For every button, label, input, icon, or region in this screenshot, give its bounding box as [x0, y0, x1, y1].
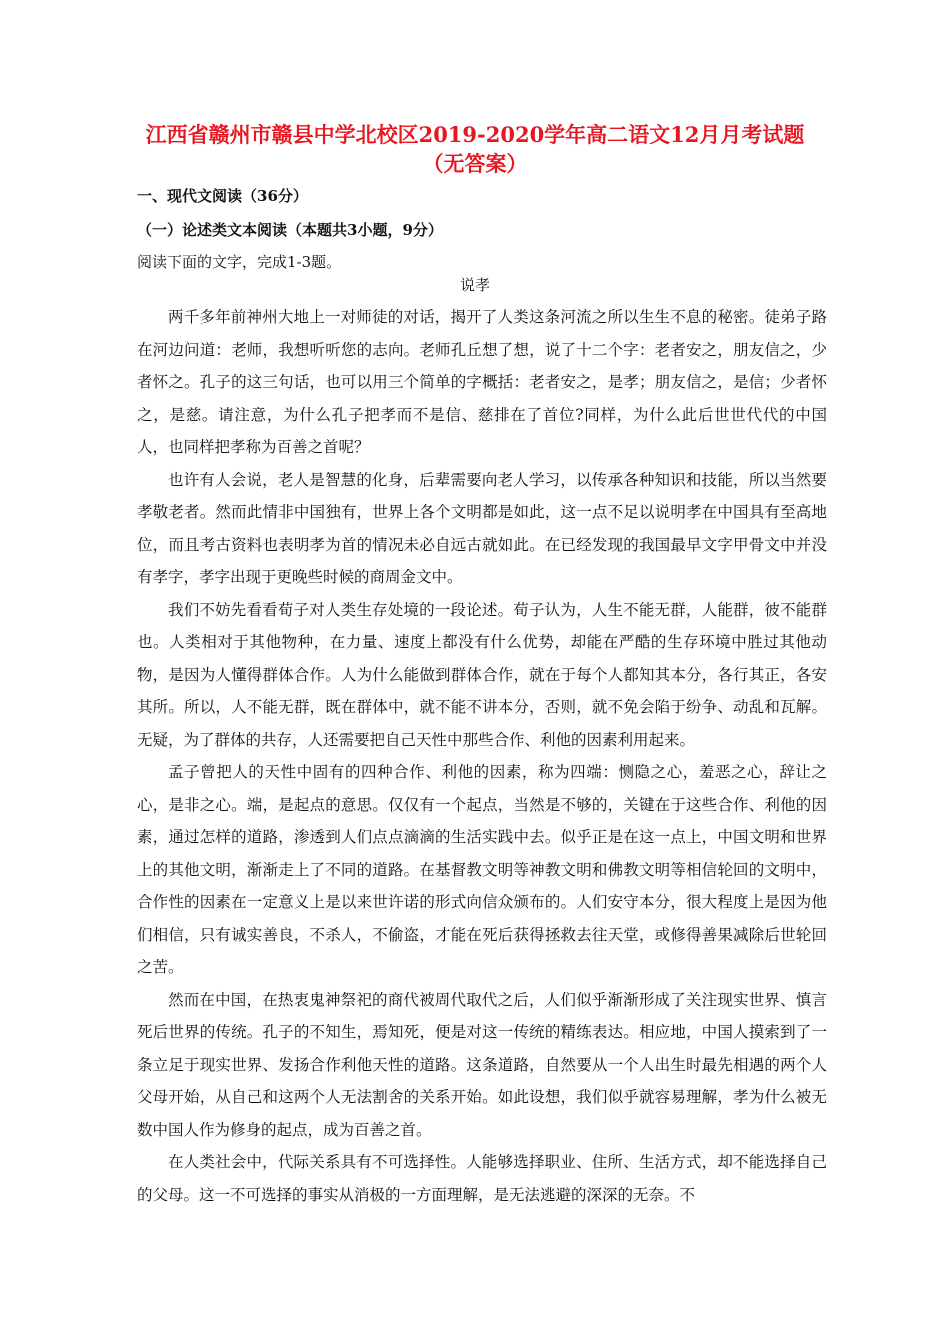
- essay-body: [137, 301, 827, 1211]
- essay-paragraph: 我们不妨先看看荀子对人类生存处境的一段论述。荀子认为，人生不能无群，人能群，彼不能群也。人类相对于其他物种，在力量、速度上都没有什么优势，却能在严酷的生存环境中胜过其他动物，是因为人懂得群体合作。人为什么能做到群体合作，就在于每个人都知其本分，各行其正，各安其所。所以，人不能无群，既在群体中，就不能不讲本分，否则，就不免会陷于纷争、动乱和瓦解。无疑，为了群体的共存，人还需要把自己天性中那些合作、利他的因素利用起来。: [137, 600, 827, 749]
- essay-title: 说孝: [459, 276, 490, 294]
- essay-paragraph: 两千多年前神州大地上一对师徒的对话，揭开了人类这条河流之所以生生不息的秘密。徒弟子路在河边问道：老师，我想听听您的志向。老师孔丘想了想，说了十二个字：老者安之，朋友信之，少者怀之。孔子的这三句话，也可以用三个简单的字概括：老者安之，是孝；朋友信之，是信；少者怀之，是慈。请注意，为什么孔子把孝而不是信、慈排在了首位?同样，为什么此后世世代代的中国人，也同样把孝称为百善之首呢？: [137, 308, 827, 456]
- essay-paragraph: 也许有人会说，老人是智慧的化身，后辈需要向老人学习，以传承各种知识和技能，所以当然要孝敬老者。然而此情非中国独有，世界上各个文明都是如此，这一点不足以说明孝在中国具有至高地位，而且考古资料也表明孝为首的情况未必自远古就如此。在已经发现的我国最早文字甲骨文中并没有孝字，孝字出现于更晚些时候的商周金文中。: [137, 470, 827, 586]
- essay-paragraph: 在人类社会中，代际关系具有不可选择性。人能够选择职业、住所、生活方式，却不能选择自己的父母。这一不可选择的事实从消极的一方面理解，是无法逃避的深深的无奈。不: [137, 1153, 827, 1204]
- section-heading: 一、现代文阅读（36分）: [137, 187, 308, 205]
- reading-instruction: 阅读下面的文字，完成1-3题。: [137, 253, 342, 271]
- essay-paragraph: 孟子曾把人的天性中固有的四种合作、利他的因素，称为四端：恻隐之心，羞恶之心，辞让之心，是非之心。端，是起点的意思。仅仅有一个起点，当然是不够的，关键在于这些合作、利他的因素，通过怎样的道路，渗透到人们点点滴滴的生活实践中去。似乎正是在这一点上，中国文明和世界上的其他文明，渐渐走上了不同的道路。在基督教文明等神教文明和佛教文明等相信轮回的文明中，合作性的因素在一定意义上是以来世许诺的形式向信众颁布的。人们安守本分，很大程度上是因为他们相信，只有诚实善良，不杀人，不偷盗，才能在死后获得拯救去往天堂，或修得善果减除后世轮回之苦。: [137, 763, 827, 976]
- essay-paragraph: 然而在中国，在热衷鬼神祭祀的商代被周代取代之后，人们似乎渐渐形成了关注现实世界、慎言死后世界的传统。孔子的不知生，焉知死，便是对这一传统的精练表达。相应地，中国人摸索到了一条立足于现实世界、发扬合作利他天性的道路。这条道路，自然要从一个人出生时最先相遇的两个人父母开始，从自己和这两个人无法割舍的关系开始。如此设想，我们似乎就容易理解，孝为什么被无数中国人作为修身的起点，成为百善之首。: [137, 990, 827, 1139]
- subsection-heading: （一）论述类文本阅读（本题共3小题，9分）: [137, 221, 443, 239]
- document-title-line-2: （无答案）: [422, 151, 528, 176]
- document-title-line-1: 江西省赣州市赣县中学北校区2019-2020学年高二语文12月月考试题: [145, 122, 805, 147]
